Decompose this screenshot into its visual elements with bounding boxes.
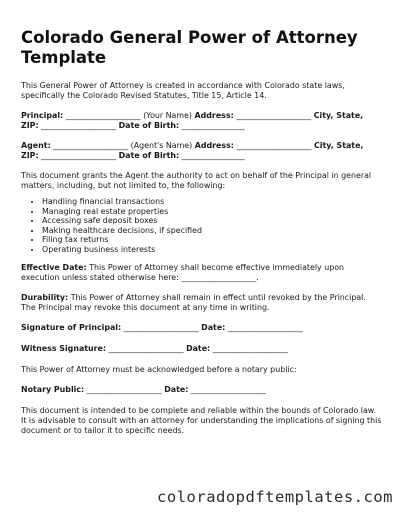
principal-signature-line: [21, 323, 383, 333]
notary-label: Notary Public:: [21, 384, 85, 394]
agent-address-label: Address:: [194, 141, 234, 150]
principal-zip-label: ZIP:: [21, 121, 39, 130]
list-item: • Managing real estate properties: [42, 207, 383, 217]
effective-date-text: This Power of Attorney shall become effective immediately upon execution unless stated otherwise here:: [21, 262, 345, 282]
witness-signature-label: Witness Signature:: [21, 343, 107, 353]
principal-signature-label: Signature of Principal:: [21, 322, 122, 332]
list-item: • Handling financial transactions: [42, 197, 383, 207]
document-title: Colorado General Power of Attorney Template: [21, 28, 358, 67]
agent-label: Agent:: [21, 141, 51, 150]
agent-zip-label: ZIP:: [21, 151, 39, 160]
powers-list: [21, 197, 383, 255]
principal-name-hint: (Your Name): [143, 111, 193, 120]
principal-signature-date-blank[interactable]: ___________________: [227, 322, 303, 332]
witness-signature-line: [21, 344, 383, 354]
witness-signature-blank[interactable]: ___________________: [108, 343, 184, 353]
principal-address-blank[interactable]: ___________________: [236, 111, 312, 120]
agent-zip-blank[interactable]: ___________________: [41, 151, 117, 160]
agent-address-blank[interactable]: ___________________: [236, 141, 312, 150]
principal-dob-blank[interactable]: ________________: [181, 121, 245, 130]
principal-dob-label: Date of Birth:: [118, 121, 180, 130]
agent-dob-label: Date of Birth:: [118, 151, 180, 160]
witness-date-blank[interactable]: ___________________: [212, 343, 288, 353]
list-item: • Accessing safe deposit boxes: [42, 216, 383, 226]
list-item: • Filing tax returns: [42, 235, 383, 245]
footer-website: coloradopdftemplates.com: [157, 488, 393, 506]
principal-city-label: City, State,: [313, 111, 364, 120]
principal-signature-date-label: Date:: [201, 322, 226, 332]
effective-date-paragraph: [21, 263, 383, 283]
notary-paragraph: This Power of Attorney must be acknowledged before a notary public:: [21, 364, 297, 374]
durability-paragraph: [21, 293, 383, 313]
agent-dob-blank[interactable]: ________________: [181, 151, 245, 160]
principal-signature-blank[interactable]: ___________________: [123, 322, 199, 332]
agent-fields: [21, 141, 383, 161]
principal-label: Principal:: [21, 111, 64, 120]
durability-text: This Power of Attorney shall remain in effect until revoked by the Principal. The Principal may revoke this document at any time in writing.: [21, 292, 366, 312]
agent-city-label: City, State,: [313, 141, 364, 150]
intro-paragraph: This General Power of Attorney is created in accordance with Colorado state laws, specifically the Colorado Revised Statutes, Title 15, Article 14.: [21, 81, 345, 100]
effective-date-label: Effective Date:: [21, 262, 87, 272]
principal-fields: [21, 111, 383, 131]
agent-name-hint: (Agent's Name): [130, 141, 193, 150]
list-item: • Making healthcare decisions, if specified: [42, 226, 383, 236]
effective-date-blank[interactable]: ___________________.: [181, 272, 259, 282]
principal-zip-blank[interactable]: ___________________: [41, 121, 117, 130]
notary-date-label: Date:: [164, 384, 189, 394]
durability-label: Durability:: [21, 292, 69, 302]
document-page: [21, 28, 383, 446]
agent-name-blank[interactable]: ___________________: [53, 141, 129, 150]
notary-date-blank[interactable]: ___________________: [190, 384, 266, 394]
notary-line: [21, 385, 383, 395]
authority-paragraph: This document grants the Agent the authority to act on behalf of the Principal in general matters, including, but not limited to, the following:: [21, 171, 372, 190]
list-item: • Operating business interests: [42, 245, 383, 255]
notary-blank[interactable]: ___________________: [86, 384, 162, 394]
principal-address-label: Address:: [194, 111, 234, 120]
closing-paragraph: This document is intended to be complete and reliable within the bounds of Colorado law. It is advisable to consult with an attorney for understanding the implications of signing this document or to tailor it to specific needs.: [21, 405, 382, 435]
witness-date-label: Date:: [186, 343, 211, 353]
principal-name-blank[interactable]: ___________________: [65, 111, 141, 120]
